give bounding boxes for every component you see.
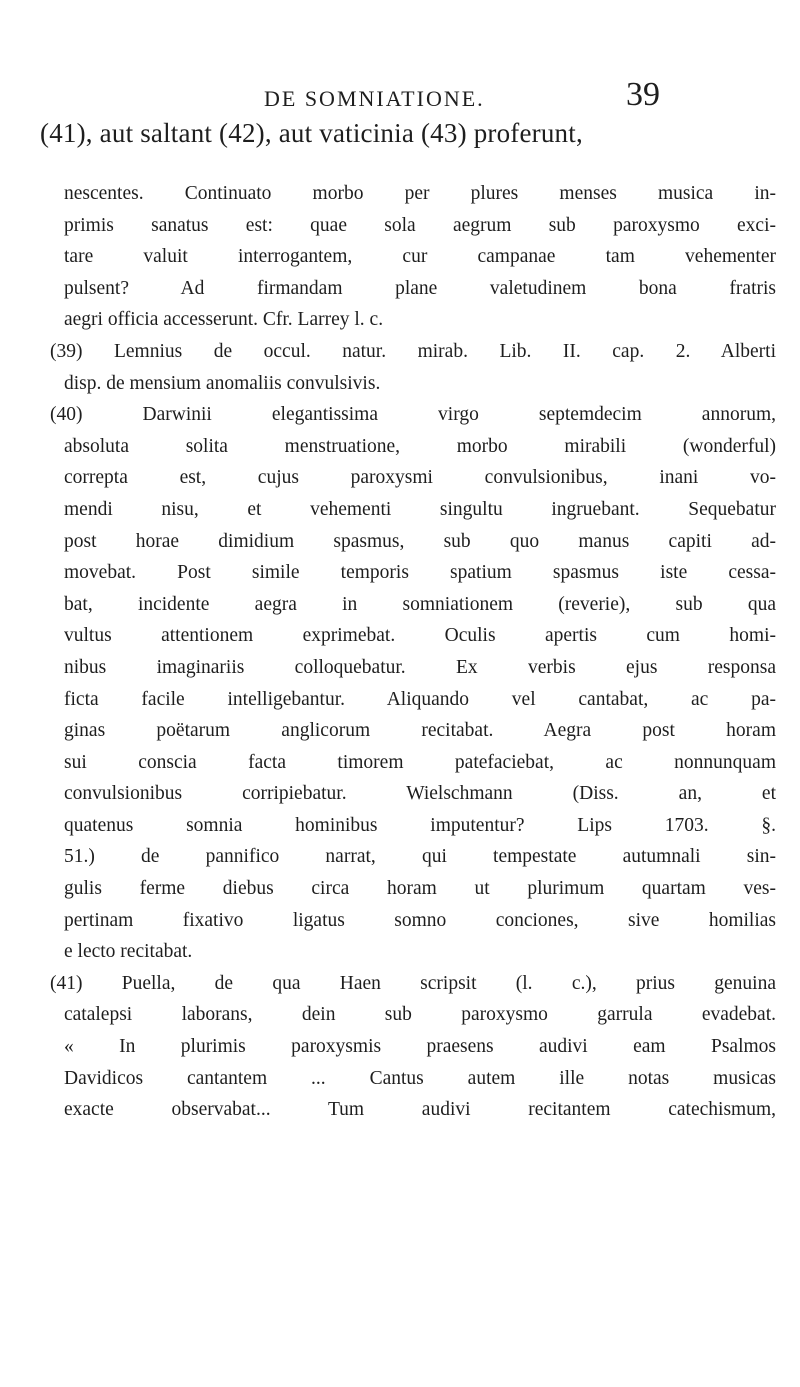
text-line: pertinam fixativo ligatus somno conciones, sive homilias (64, 909, 776, 931)
text-line: ginas poëtarum anglicorum recitabat. Aegra post horam (64, 720, 776, 742)
text-line: absoluta solita menstruatione, morbo mirabili (wonderful) (64, 435, 776, 457)
text-line: exacte observabat... Tum audivi recitantem catechismum, (64, 1099, 776, 1121)
text-line: bat, incidente aegra in somniationem (reverie), sub qua (64, 593, 776, 615)
text-line: aegri officia accesserunt. Cfr. Larrey l. c. (64, 309, 384, 331)
text-line: primis sanatus est: quae sola aegrum sub paroxysmo exci- (64, 214, 776, 236)
text-line: tare valuit interrogantem, cur campanae tam vehementer (64, 246, 776, 268)
text-line: mendi nisu, et vehementi singultu ingruebant. Sequebatur (64, 498, 776, 520)
text-line: Davidicos cantantem ... Cantus autem ille notas musicas (64, 1067, 776, 1089)
text-line: (39) Lemnius de occul. natur. mirab. Lib. II. cap. 2. Alberti (50, 340, 776, 362)
text-line: movebat. Post simile temporis spatium spasmus iste cessa- (64, 562, 776, 584)
text-line: disp. de mensium anomaliis convulsivis. (64, 372, 381, 394)
running-title: DE SOMNIATIONE. (264, 86, 485, 111)
footnotes-text (50, 178, 776, 1126)
text-line: (40) Darwinii elegantissima virgo septemdecim annorum, (50, 404, 776, 426)
text-line: sui conscia facta timorem patefaciebat, ac nonnunquam (64, 751, 776, 773)
text-line: post horae dimidium spasmus, sub quo manus capiti ad- (64, 530, 776, 552)
text-line: 51.) de pannifico narrat, qui tempestate autumnali sin- (64, 846, 776, 868)
running-head (240, 76, 660, 116)
text-line: (41) Puella, de qua Haen scripsit (l. c.), prius genuina (50, 972, 776, 994)
text-line: vultus attentionem exprimebat. Oculis apertis cum homi- (64, 625, 776, 647)
text-line: convulsionibus corripiebatur. Wielschmann (Diss. an, et (64, 783, 776, 805)
text-line: quatenus somnia hominibus imputentur? Lips 1703. §. (64, 814, 776, 836)
text-line: catalepsi laborans, dein sub paroxysmo garrula evadebat. (64, 1004, 776, 1026)
text-line: nescentes. Continuato morbo per plures menses musica in- (64, 183, 776, 204)
text-line: ficta facile intelligebantur. Aliquando vel cantabat, ac pa- (64, 688, 776, 710)
text-line: gulis ferme diebus circa horam ut plurimum quartam ves- (64, 878, 776, 900)
page-number: 39 (626, 76, 660, 113)
opening-line: (41), aut saltant (42), aut vaticinia (43) proferunt, (40, 118, 583, 148)
text-line: e lecto recitabat. (64, 941, 193, 963)
text-line: correpta est, cujus paroxysmi convulsionibus, inani vo- (64, 467, 776, 489)
text-line: pulsent? Ad firmandam plane valetudinem bona fratris (64, 277, 776, 299)
text-line: « In plurimis paroxysmis praesens audivi eam Psalmos (64, 1036, 776, 1058)
text-line: nibus imaginariis colloquebatur. Ex verbis ejus responsa (64, 656, 776, 678)
